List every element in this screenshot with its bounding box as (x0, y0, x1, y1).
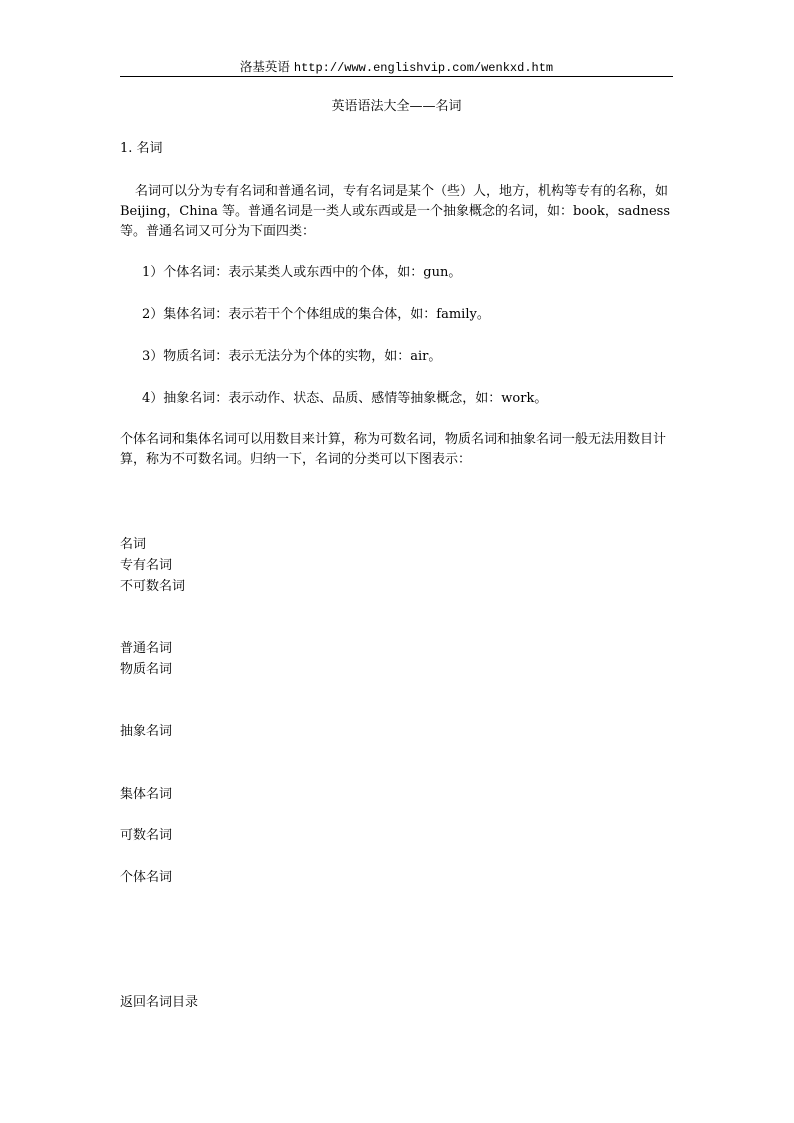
site-url: http://www.englishvip.com/wenkxd.htm (293, 61, 554, 75)
noun-type-material: 3）物质名词：表示无法分为个体的实物，如：air。 (142, 349, 442, 364)
diagram-label-abstract-noun: 抽象名词 (120, 724, 173, 739)
diagram-label-noun: 名词 (120, 537, 147, 552)
diagram-label-collective-noun: 集体名词 (120, 787, 173, 802)
section-heading: 1. 名词 (120, 141, 163, 156)
noun-type-collective: 2）集体名词：表示若干个个体组成的集合体，如：family。 (142, 307, 490, 322)
site-name: 洛基英语 (239, 59, 290, 74)
diagram-label-uncountable-noun: 不可数名词 (120, 579, 186, 594)
header-divider (120, 76, 673, 77)
intro-paragraph: 名词可以分为专有名词和普通名词，专有名词是某个（些）人，地方，机构等专有的名称，如 Beijing，China 等。普通名词是一类人或东西或是一个抽象概念的名词，如：book，sadness 等。普通名词又可分为下面四类： (120, 184, 671, 239)
diagram-label-countable-noun: 可数名词 (120, 828, 173, 843)
diagram-label-material-noun: 物质名词 (120, 662, 173, 677)
page-title: 英语语法大全——名词 (331, 99, 462, 114)
summary-paragraph: 个体名词和集体名词可以用数目来计算，称为可数名词，物质名词和抽象名词一般无法用数目计算，称为不可数名词。归纳一下，名词的分类可以下图表示： (120, 432, 667, 467)
diagram-label-common-noun: 普通名词 (120, 641, 173, 656)
noun-type-individual: 1）个体名词：表示某类人或东西中的个体，如：gun。 (142, 265, 462, 280)
noun-type-abstract: 4）抽象名词：表示动作、状态、品质、感情等抽象概念，如：work。 (142, 391, 548, 406)
back-to-noun-index-link[interactable]: 返回名词目录 (120, 995, 199, 1010)
diagram-label-individual-noun: 个体名词 (120, 870, 173, 885)
page-header (120, 58, 673, 77)
diagram-label-proper-noun: 专有名词 (120, 558, 173, 573)
